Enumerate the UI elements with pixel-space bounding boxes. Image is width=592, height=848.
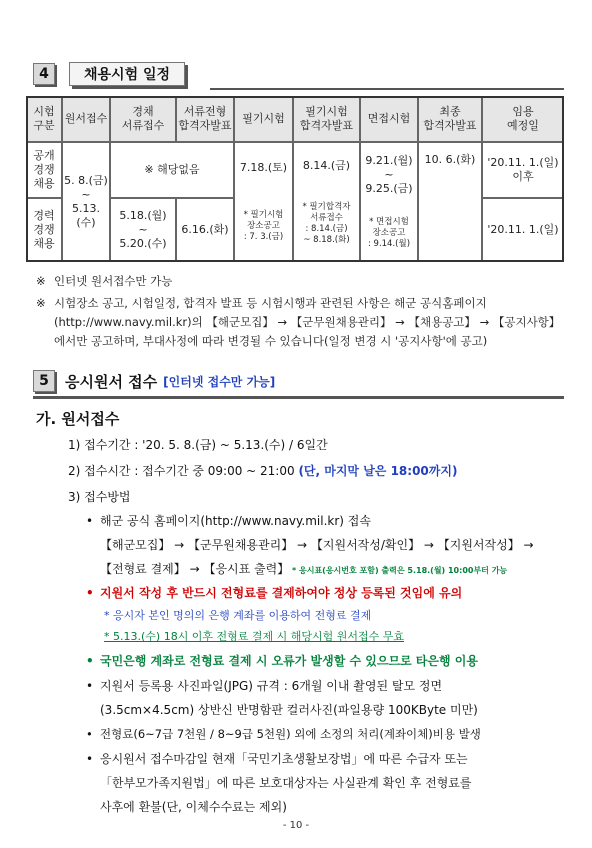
header-gyeongjae: 경채 서류접수	[110, 96, 176, 142]
section-4-number: 4	[33, 63, 55, 85]
sub-note-deadline: * 5.13.(수) 18시 이후 전형료 결제 시 해당시험 원서접수 무효	[104, 630, 405, 643]
bullet-payment-warning: • 지원서 작성 후 반드시 전형료를 결제하여야 정상 등록된 것임에 유의	[86, 586, 463, 600]
item-method: 3) 접수방법	[68, 490, 131, 504]
section-4-heading	[33, 62, 185, 86]
bullet-homepage-path-2: 【전형료 결제】 → 【응시표 출력】 * 응시표(응시번호 포함) 출력은 5.18.(월) 10:00부터 가능	[100, 562, 508, 576]
page-number: - 10 -	[282, 820, 310, 831]
cell-imyong-1: '20.11. 1.(일) 이후	[482, 142, 564, 198]
section-5-divider	[33, 396, 564, 399]
section-5-heading	[33, 370, 275, 392]
cell-choejong: 10. 6.(화)	[418, 142, 482, 262]
cell-none: ※ 해당없음	[110, 142, 234, 198]
cell-pilgi-balpyo: 8.14.(금) * 필기합격자 서류접수 : 8.14.(금) ~ 8.18.(화)	[293, 142, 360, 262]
item-time: 2) 접수시간 : 접수기간 중 09:00 ~ 21:00 (단, 마지막 날은 18:00까지)	[68, 464, 458, 478]
bullet-homepage: • 해군 공식 홈페이지(http://www.navy.mil.kr) 접속	[86, 514, 371, 528]
header-pilgi: 필기시험	[234, 96, 293, 142]
header-choejong: 최종 합격자발표	[418, 96, 482, 142]
section-5-number: 5	[33, 370, 55, 392]
cell-wonseo: 5. 8.(금) ~ 5.13.(수)	[62, 142, 110, 262]
bullet-homepage-path: 【해군모집】 → 【군무원채용관리】 → 【지원서작성/확인】 → 【지원서작성】 →	[100, 538, 534, 552]
header-gubun: 시험 구분	[26, 96, 62, 142]
schedule-table	[26, 96, 564, 262]
item-period: 1) 접수기간 : '20. 5. 8.(금) ~ 5.13.(수) / 6일간	[68, 438, 328, 452]
sub-note-account: * 응시자 본인 명의의 은행 계좌를 이용하여 전형료 결제	[104, 609, 372, 622]
cell-gyeongjae: 5.18.(월) ~ 5.20.(수)	[110, 198, 176, 262]
row-label-gyeongryeok: 경력 경쟁 채용	[26, 198, 62, 262]
section-5-subtitle: [인터넷 접수만 가능]	[163, 374, 276, 389]
header-myeonjeop: 면접시험	[360, 96, 418, 142]
header-wonseo: 원서접수	[62, 96, 110, 142]
bullet-refund-2: 「한부모가족지원법」에 따른 보호대상자는 사실관계 확인 후 전형료를	[100, 776, 472, 790]
bullet-fee: • 전형료(6~7급 7천원 / 8~9급 5천원) 외에 소정의 처리(계좌이체)비용 발생	[86, 727, 481, 741]
bullet-kookmin-warning: • 국민은행 계좌로 전형료 결제 시 오류가 발생할 수 있으므로 타은행 이용	[86, 654, 478, 668]
section-5-title: 응시원서 접수	[65, 372, 158, 391]
bullet-photo-spec: (3.5cm×4.5cm) 상반신 반명함판 컬러사진(파일용량 100KByte 미만)	[100, 703, 478, 717]
header-pilgi-balpyo: 필기시험 합격자발표	[293, 96, 360, 142]
note-2: ※ 시험장소 공고, 시험일정, 합격자 발표 등 시험시행과 관련된 사항은 해군 공식홈페이지 (http://www.navy.mil.kr)의 【해군모집】 → 【군무원채용관리】 → 【채용공고】 → 【공지사항】 에서만 공고하며, 부대사정에 따라 변경될 수 있습니다(일정 변경 시 '공지사항'에 공고)	[36, 296, 561, 348]
subsection-ga: 가. 원서접수	[36, 410, 120, 428]
header-imyong: 임용 예정일	[482, 96, 564, 142]
cell-pilgi: 7.18.(토) * 필기시험 장소공고 : 7. 3.(금)	[234, 142, 293, 262]
cell-seoryu: 6.16.(화)	[176, 198, 234, 262]
bullet-refund: • 응시원서 접수마감일 현재「국민기초생활보장법」에 따른 수급자 또는	[86, 752, 468, 766]
row-label-gonggae: 공개 경쟁 채용	[26, 142, 62, 198]
bullet-photo: • 지원서 등록용 사진파일(JPG) 규격 : 6개월 이내 촬영된 탈모 정면	[86, 679, 443, 693]
section-4-divider	[210, 88, 564, 90]
bullet-refund-3: 사후에 환불(단, 이체수수료는 제외)	[100, 800, 287, 814]
cell-myeonjeop: 9.21.(월) ~ 9.25.(금) * 면접시험 장소공고 : 9.14.(월)	[360, 142, 418, 262]
header-seoryu: 서류전형 합격자발표	[176, 96, 234, 142]
cell-imyong-2: '20.11. 1.(일)	[482, 198, 564, 262]
section-4-title: 채용시험 일정	[69, 62, 185, 86]
note-1: ※ 인터넷 원서접수만 가능	[36, 274, 173, 288]
